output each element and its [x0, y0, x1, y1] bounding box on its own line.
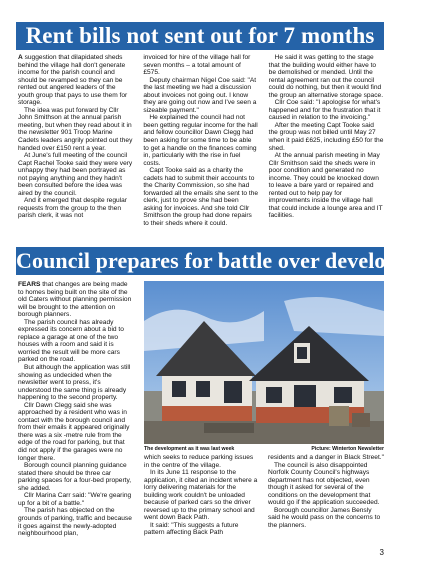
paragraph: Cllr Marina Carr said: "We're gearing up for a bit of a battle."	[18, 492, 132, 507]
paragraph: In its June 11 response to the application, it cited an incident where a lorry delivering materials for the building work couldn't be unloaded because of parked cars so the driver reversed up to the primary school and went down Back Path.	[144, 469, 258, 522]
photo-caption	[144, 446, 384, 452]
article2-column-1	[18, 281, 134, 538]
paragraph: The parish council has already expressed its concern about a bid to replace a garage at one of the two houses with a room and said it is worried the result will be more cars parked on the road.	[18, 318, 124, 364]
lead-word: FEARS	[18, 281, 41, 288]
development-photo	[144, 281, 384, 444]
paragraph: residents and a danger in Black Street."	[268, 454, 384, 461]
article-rent-bills	[18, 54, 384, 228]
article2-column-3	[268, 454, 384, 529]
paragraph-text: that changes are being made to homes being built on the site of the old Caters without planning permission will be brought to the attention on borough planners.	[18, 281, 132, 319]
paragraph: Deputy chairman Nigel Coe said: "At the last meeting we had a discussion about invoices not going out. I know they are going out now and I've seen a sizeable payment."	[143, 76, 257, 114]
article1-column-1	[18, 54, 133, 228]
paragraph: The council is also disappointed Norfolk County Council's highways department has not objected, even though it asked for several of the conditions on the development that would go if the application succeeded.	[268, 461, 380, 507]
paragraph: It said: "This suggests a future pattern affecting Back Path	[144, 521, 239, 537]
article1-column-2	[143, 54, 258, 228]
paragraph: Capt Tooke said as a charity the cadets had to submit their accounts to the Charity Commission, so she had forwarded all the emails she sent to the clerk, just to prove she had been asking for invoices. And she told Cllr Smithson the group had done repairs to their sheds where it could.	[143, 167, 259, 228]
house-photo-illustration	[144, 281, 384, 444]
paragraph: At the annual parish meeting in May Cllr Smithson said the sheds were in poor condition and generated no income. They could be knocked down to leave a bare yard or repaired and rented out to help pay for improvements inside the village hall that could include a lounge area and IT facilities.	[268, 152, 383, 220]
paragraph: Borough council planning guidance stated there should be three car parking spaces for a four-bed property, she added.	[18, 462, 132, 492]
caption-text: The development as it was last week	[144, 446, 235, 452]
paragraph: He said it was getting to the stage that the building would either have to be demolished or mended. Until the rental agreement ran out the council could do nothing, but then it would find the group an alternative storage space.	[268, 54, 384, 99]
lead-word: A	[18, 54, 23, 61]
paragraph: Borough councillor James Bensly said he would pass on the concerns to the planners.	[268, 506, 381, 529]
page-number: 3	[379, 548, 384, 557]
paragraph	[18, 54, 133, 107]
paragraph: The parish has objected on the grounds of parking, traffic and because it goes against the newly-adopted neighbourhood plan,	[18, 507, 132, 538]
paragraph: He explained the council had not been getting regular income for the hall and fellow councillor Dawn Clegg had been asking for some time to be able to get a handle on the finances coming in, particularly with the rise in fuel costs.	[143, 114, 258, 167]
paragraph: And it emerged that despite regular requests from the group to the then parish clerk, it was not	[18, 197, 127, 220]
paragraph: At June's full meeting of the council Capt Rachel Tooke said they were very unhappy they had been portrayed as not paying anything and they hadn't been consulted before the idea was aired by the council.	[18, 152, 133, 197]
headline-rent-bills: Rent bills not sent out for 7 months	[16, 22, 384, 50]
article2-column-2	[144, 454, 260, 537]
paragraph	[18, 281, 134, 319]
paragraph: invoiced for hire of the village hall for seven months – a total amount of £575.	[143, 54, 251, 77]
paragraph: Cllr Coe said: "I apologise for what's happened and for the frustration that it caused in relation to the invoicing."	[268, 99, 381, 122]
photo-credit: Picture: Winterton Newsletter	[311, 446, 384, 452]
article1-column-3	[269, 54, 384, 228]
paragraph: which seeks to reduce parking issues in the centre of the village.	[144, 454, 254, 469]
paragraph: The idea was put forward by Cllr John Smithson at the annual parish meeting, but when they read about it in the newsletter 901 Troop Marine Cadets leaders angrily pointed out they handed over £150 rent a year.	[18, 106, 133, 152]
paragraph: Cllr Dawn Clegg said she was approached by a resident who was in contact with the borough council and from their emails it appeared originally there was a six -metre rule from the edge of the road for parking, but that did not apply if the garages were no longer there.	[18, 401, 130, 462]
headline-council-battle: Council prepares for battle over development	[16, 248, 446, 273]
paragraph-text: suggestion that dilapidated sheds behind the village hall don't generate income for the parish council and should be revamped so they can be rented out angered leaders of the youth group that pays to use them for storage.	[18, 54, 128, 107]
paragraph: But although the application was still showing as undecided when the newsletter went to press, it's understood the same thing is already happening to the second property.	[18, 364, 131, 402]
paragraph: After the meeting Capt Tooke said the group was not billed until May 27 when it paid £625, including £50 for the shed.	[268, 121, 384, 152]
